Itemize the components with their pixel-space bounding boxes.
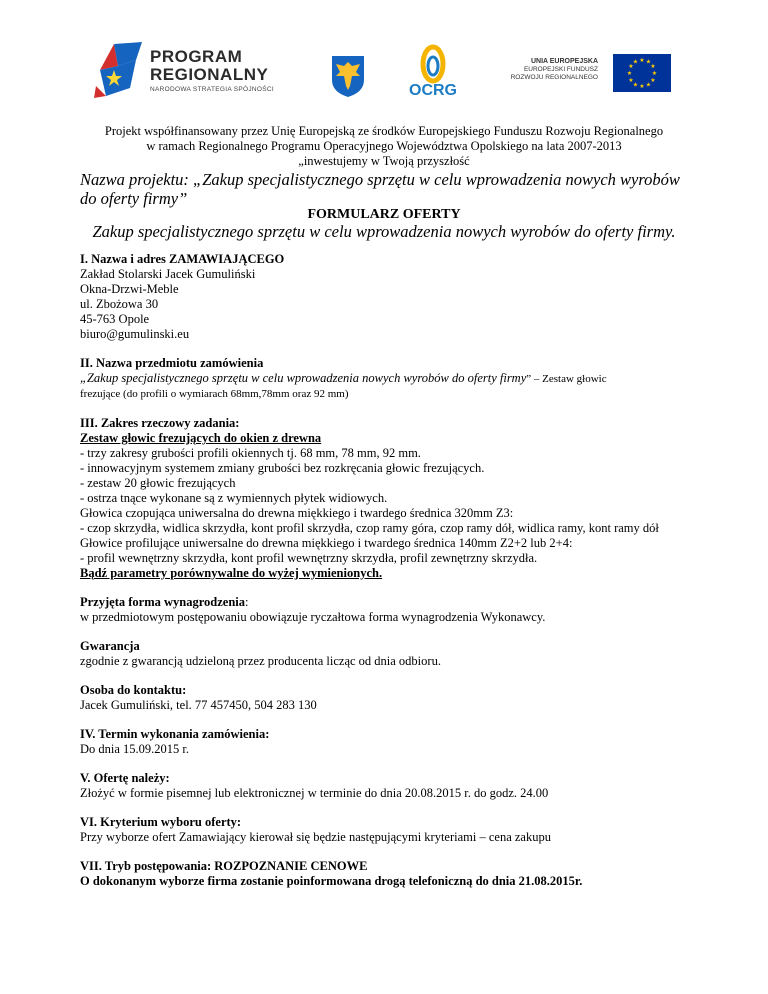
scope-line: - profil wewnętrzny skrzydła, kont profil wewnętrzny skrzydła, profil zewnętrzny skrzydła. (80, 551, 538, 565)
svg-text:★: ★ (645, 58, 652, 66)
ocrg-label: OCRG (409, 82, 457, 99)
section-deadline (80, 727, 700, 757)
section-heading: III. Zakres rzeczowy zadania: (80, 416, 240, 430)
order-subject-italic: „Zakup specjalistycznego sprzętu w celu wprowadzenia nowych wyrobów do oferty firmy (80, 371, 527, 385)
section-criteria (80, 815, 700, 845)
eu-fund-text (492, 58, 598, 82)
section-remuneration (80, 595, 700, 625)
section-ordering-party (80, 252, 700, 342)
cofinancing-line2: w ramach Regionalnego Programu Operacyjnego Województwa Opolskiego na lata 2007-2013 (146, 139, 622, 153)
section-heading: V. Ofertę należy: (80, 771, 170, 785)
section-warranty (80, 639, 700, 669)
eu-line3: ROZWOJU REGIONALNEGO (510, 74, 598, 81)
opolskie-eagle-crest-icon (330, 54, 366, 98)
ordering-party-email: biuro@gumulinski.eu (80, 327, 190, 341)
scope-line: Głowica czopująca uniwersalna do drewna miękkiego i twardego średnica 320mm Z3: (80, 506, 514, 520)
form-title: FORMULARZ OFERTY (307, 207, 461, 222)
cofinancing-note (0, 124, 768, 169)
svg-text:★: ★ (639, 83, 645, 90)
svg-text:★: ★ (628, 63, 634, 70)
scope-line: - innowacyjnym systemem zmiany grubości bez rozkręcania głowic frezujących. (80, 461, 485, 475)
program-regionalny-emblem-icon (92, 40, 148, 102)
section-heading: II. Nazwa przedmiotu zamówienia (80, 356, 264, 370)
svg-text:★: ★ (650, 77, 656, 84)
eu-line1: UNIA EUROPEJSKA (530, 58, 598, 65)
scope-closing: Bądź parametry porównywalne do wyżej wymienionych. (80, 566, 383, 580)
section-heading: I. Nazwa i adres ZAMAWIAJĄCEGO (80, 252, 285, 266)
program-regionalny-tagline: NARODOWA STRATEGIA SPÓJNOŚCI (150, 86, 274, 93)
ocrg-swirl-icon (408, 44, 458, 84)
svg-text:★: ★ (645, 81, 652, 89)
logo-bar (92, 40, 692, 112)
warranty-text: zgodnie z gwarancją udzieloną przez producenta licząc od dnia odbioru. (80, 654, 441, 668)
program-regionalny-line1: PROGRAM (150, 47, 243, 66)
criteria-text: Przy wyborze ofert Zamawiający kierował się będzie następującymi kryteriami – cena zakupu (80, 830, 551, 844)
heading-colon: : (245, 595, 249, 609)
svg-text:★: ★ (639, 57, 645, 64)
eu-line2: EUROPEJSKI FUNDUSZ (523, 66, 598, 73)
remuneration-text: w przedmiotowym postępowaniu obowiązuje ryczałtowa forma wynagrodzenia Wykonawcy. (80, 610, 546, 624)
scope-line: Głowice profilujące uniwersalne do drewna miękkiego i twardego średnica 140mm Z2+2 lub 2+4: (80, 536, 573, 550)
svg-text:★: ★ (632, 81, 639, 89)
ocrg-logo (408, 44, 458, 104)
procedure-text: O dokonanym wyborze firma zostanie poinformowana drogą telefoniczną do dnia 21.08.2015r. (80, 874, 583, 888)
section-procedure (80, 859, 700, 889)
section-order-subject (80, 356, 700, 402)
ordering-party-line: Okna-Drzwi-Meble (80, 282, 179, 296)
form-content (80, 252, 700, 889)
deadline-text: Do dnia 15.09.2015 r. (80, 742, 190, 756)
cofinancing-line1: Projekt współfinansowany przez Unię Europejską ze środków Europejskiego Funduszu Rozwoju Regionalnego (104, 124, 664, 138)
section-heading: Gwarancja (80, 639, 140, 653)
project-name: Nazwa projektu: „Zakup specjalistycznego sprzętu w celu wprowadzenia nowych wyrobów do oferty firmy” (80, 170, 680, 208)
ordering-party-line: ul. Zbożowa 30 (80, 297, 159, 311)
scope-line: - trzy zakresy grubości profili okiennych tj. 68 mm, 78 mm, 92 mm. (80, 446, 421, 460)
section-heading: IV. Termin wykonania zamówienia: (80, 727, 270, 741)
program-regionalny-logo (92, 40, 312, 104)
order-subject-rest1: ” – Zestaw głowic (526, 373, 607, 385)
section-heading: VII. Tryb postępowania: ROZPOZNANIE CENOWE (80, 859, 368, 873)
scope-subheading: Zestaw głowic frezujących do okien z drewna (80, 431, 322, 445)
cofinancing-line3: „inwestujemy w Twoją przyszłość (298, 154, 470, 168)
svg-text:★: ★ (626, 70, 633, 77)
contact-text: Jacek Gumuliński, tel. 77 457450, 504 283 130 (80, 698, 317, 712)
order-subject-text (80, 371, 700, 387)
eu-flag-icon (613, 54, 671, 92)
section-scope (80, 416, 700, 581)
section-heading: VI. Kryterium wyboru oferty: (80, 815, 242, 829)
ordering-party-line: 45-763 Opole (80, 312, 150, 326)
svg-text:★: ★ (650, 63, 656, 70)
scope-line: - czop skrzydła, widlica skrzydła, kont profil skrzydła, czop ramy góra, czop ramy dół, widlica ramy, kont ramy dół (80, 521, 659, 535)
scope-line: - ostrza tnące wykonane są z wymiennych płytek widiowych. (80, 491, 388, 505)
svg-text:★: ★ (632, 58, 639, 66)
svg-text:★: ★ (628, 77, 634, 84)
remuneration-heading-line (80, 595, 700, 610)
ordering-party-line: Zakład Stolarski Jacek Gumuliński (80, 267, 256, 281)
section-offer-submission (80, 771, 700, 801)
order-subject-rest2: frezujące (do profili o wymiarach 68mm,78mm oraz 92 mm) (80, 388, 349, 400)
form-subtitle: Zakup specjalistycznego sprzętu w celu wprowadzenia nowych wyrobów do oferty firmy. (92, 222, 676, 241)
program-regionalny-line2: REGIONALNY (150, 65, 269, 84)
section-heading: Osoba do kontaktu: (80, 683, 187, 697)
offer-submission-text: Złożyć w formie pisemnej lub elektronicznej w terminie do dnia 20.08.2015 r. do godz. 24.00 (80, 786, 549, 800)
section-contact (80, 683, 700, 713)
svg-text:★: ★ (651, 70, 658, 77)
section-heading: Przyjęta forma wynagrodzenia (80, 595, 246, 609)
scope-line: - zestaw 20 głowic frezujących (80, 476, 236, 490)
